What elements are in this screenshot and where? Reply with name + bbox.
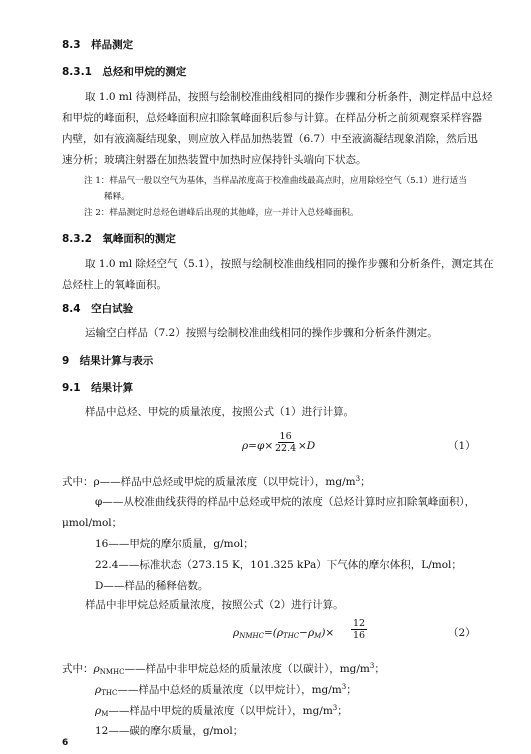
def-sup: 3 bbox=[341, 683, 347, 691]
def-sup: 3 bbox=[369, 662, 375, 670]
heading-8-4: 8.4 空白试验 bbox=[62, 303, 134, 315]
eq2-denominator: 16 bbox=[353, 630, 366, 642]
paragraph-line: 内壁，如有液滴凝结现象，则应放入样品加热装置（6.7）中至液滴凝结现象消除，然后迅 bbox=[62, 133, 478, 145]
note-1: 注 1：样品气一般以空气为基体，当样品浓度高于校准曲线最高点时，应用除烃空气（5.1）进行适当 bbox=[84, 176, 467, 186]
eq2-sub-nmhc: NMHC bbox=[239, 632, 264, 640]
def-sup: 3 bbox=[332, 704, 338, 712]
def-22-4: 22.4——标准状态（273.15 K，101.325 kPa）下气体的摩尔体积，L/mol； bbox=[95, 559, 462, 571]
heading-9: 9 结果计算与表示 bbox=[62, 355, 154, 367]
def-sub: THC bbox=[101, 689, 118, 697]
paragraph-line: 运输空白样品（7.2）按照与绘制校准曲线相同的操作步骤和分析条件测定。 bbox=[85, 327, 438, 339]
def-lead: 式中： bbox=[62, 663, 94, 675]
def-rho: ρ——样品中总烃或甲烷的质量浓度（以甲烷计），mg/m bbox=[93, 476, 356, 488]
eq1-numerator: 16 bbox=[279, 431, 292, 442]
def-16: 16——甲烷的摩尔质量，g/mol； bbox=[95, 538, 254, 550]
def-rho: ρ bbox=[93, 663, 100, 675]
eq2-sub-thc: THC bbox=[283, 632, 300, 640]
eq2-rho: ρ bbox=[233, 627, 240, 639]
def-rho-end: ； bbox=[360, 476, 371, 488]
def-D: D——样品的稀释倍数。 bbox=[95, 580, 209, 592]
paragraph-line: 总烃柱上的氧峰面积。 bbox=[62, 279, 167, 291]
def1-line bbox=[62, 476, 371, 488]
eq2-sub-m: M bbox=[314, 632, 322, 640]
paragraph-line: 取 1.0 ml 除烃空气（5.1），按照与绘制校准曲线相同的操作步骤和分析条件，测定其在 bbox=[85, 258, 494, 270]
eq2-body bbox=[233, 628, 334, 640]
paragraph-line: 样品中非甲烷总烃质量浓度，按照公式（2）进行计算。 bbox=[85, 599, 344, 611]
eq2-minus: −ρ bbox=[299, 627, 315, 639]
eq1-number: （1） bbox=[448, 440, 476, 452]
def-sub: NMHC bbox=[99, 668, 125, 676]
eq1-lhs: ρ=φ× bbox=[242, 440, 274, 452]
heading-9-1: 9.1 结果计算 bbox=[62, 382, 134, 394]
def2-line-2 bbox=[95, 684, 357, 697]
paragraph-line: 和甲烷的峰面积，总烃峰面积应扣除氧峰面积后参与计算。在样品分析之前须观察采样容器 bbox=[62, 112, 482, 124]
def-text: ——样品中非甲烷总烃的质量浓度（以碳计），mg/m bbox=[124, 663, 370, 675]
def-text: ——样品中总烃的质量浓度（以甲烷计），mg/m bbox=[117, 684, 342, 696]
def2-line-3 bbox=[95, 705, 348, 718]
note-1-cont: 稀释。 bbox=[104, 192, 130, 202]
heading-8-3-2: 8.3.2 氧峰面积的测定 bbox=[62, 233, 176, 245]
def-rho: ρ bbox=[95, 684, 102, 696]
def-end: ； bbox=[337, 705, 348, 717]
def-rho-sup: 3 bbox=[355, 475, 361, 483]
def-end: ； bbox=[346, 684, 357, 696]
def-text: ——样品中甲烷的质量浓度（以甲烷计），mg/m bbox=[108, 705, 333, 717]
eq2-numerator: 12 bbox=[353, 618, 366, 629]
eq2-number: （2） bbox=[448, 627, 476, 639]
eq2-close: )× bbox=[321, 627, 335, 639]
def-end: ； bbox=[374, 663, 385, 675]
eq2-fraction bbox=[351, 619, 367, 642]
def-phi: φ——从校准曲线获得的样品中总烃或甲烷的浓度（总烃计算时应扣除氧峰面积）， bbox=[95, 496, 476, 508]
def-phi-unit: μmol/mol； bbox=[62, 517, 123, 529]
heading-8-3-1: 8.3.1 总烃和甲烷的测定 bbox=[62, 66, 187, 78]
def-sub: M bbox=[101, 710, 109, 718]
def-12: 12——碳的摩尔质量，g/mol； bbox=[95, 725, 244, 737]
eq1-rhs: ×D bbox=[298, 440, 316, 452]
def-lead: 式中： bbox=[62, 476, 94, 488]
paragraph-line: 样品中总烃、甲烷的质量浓度，按照公式（1）进行计算。 bbox=[85, 406, 355, 418]
page-number: 6 bbox=[62, 738, 69, 748]
heading-8-3: 8.3 样品测定 bbox=[62, 39, 134, 51]
def2-line-1 bbox=[62, 663, 385, 676]
paragraph-line: 速分析；玻璃注射器在加热装置中加热时应保持针头端向下状态。 bbox=[62, 154, 367, 166]
eq1-denominator: 22.4 bbox=[275, 443, 297, 455]
paragraph-line: 取 1.0 ml 待测样品，按照与绘制校准曲线相同的操作步骤和分析条件，测定样品中总烃 bbox=[85, 91, 493, 103]
eq2-open: =(ρ bbox=[263, 627, 284, 639]
note-2: 注 2：样品测定时总烃色谱峰后出现的其他峰，应一并计入总烃峰面积。 bbox=[84, 208, 359, 218]
eq1-fraction bbox=[275, 432, 296, 455]
def-rho: ρ bbox=[95, 705, 102, 717]
